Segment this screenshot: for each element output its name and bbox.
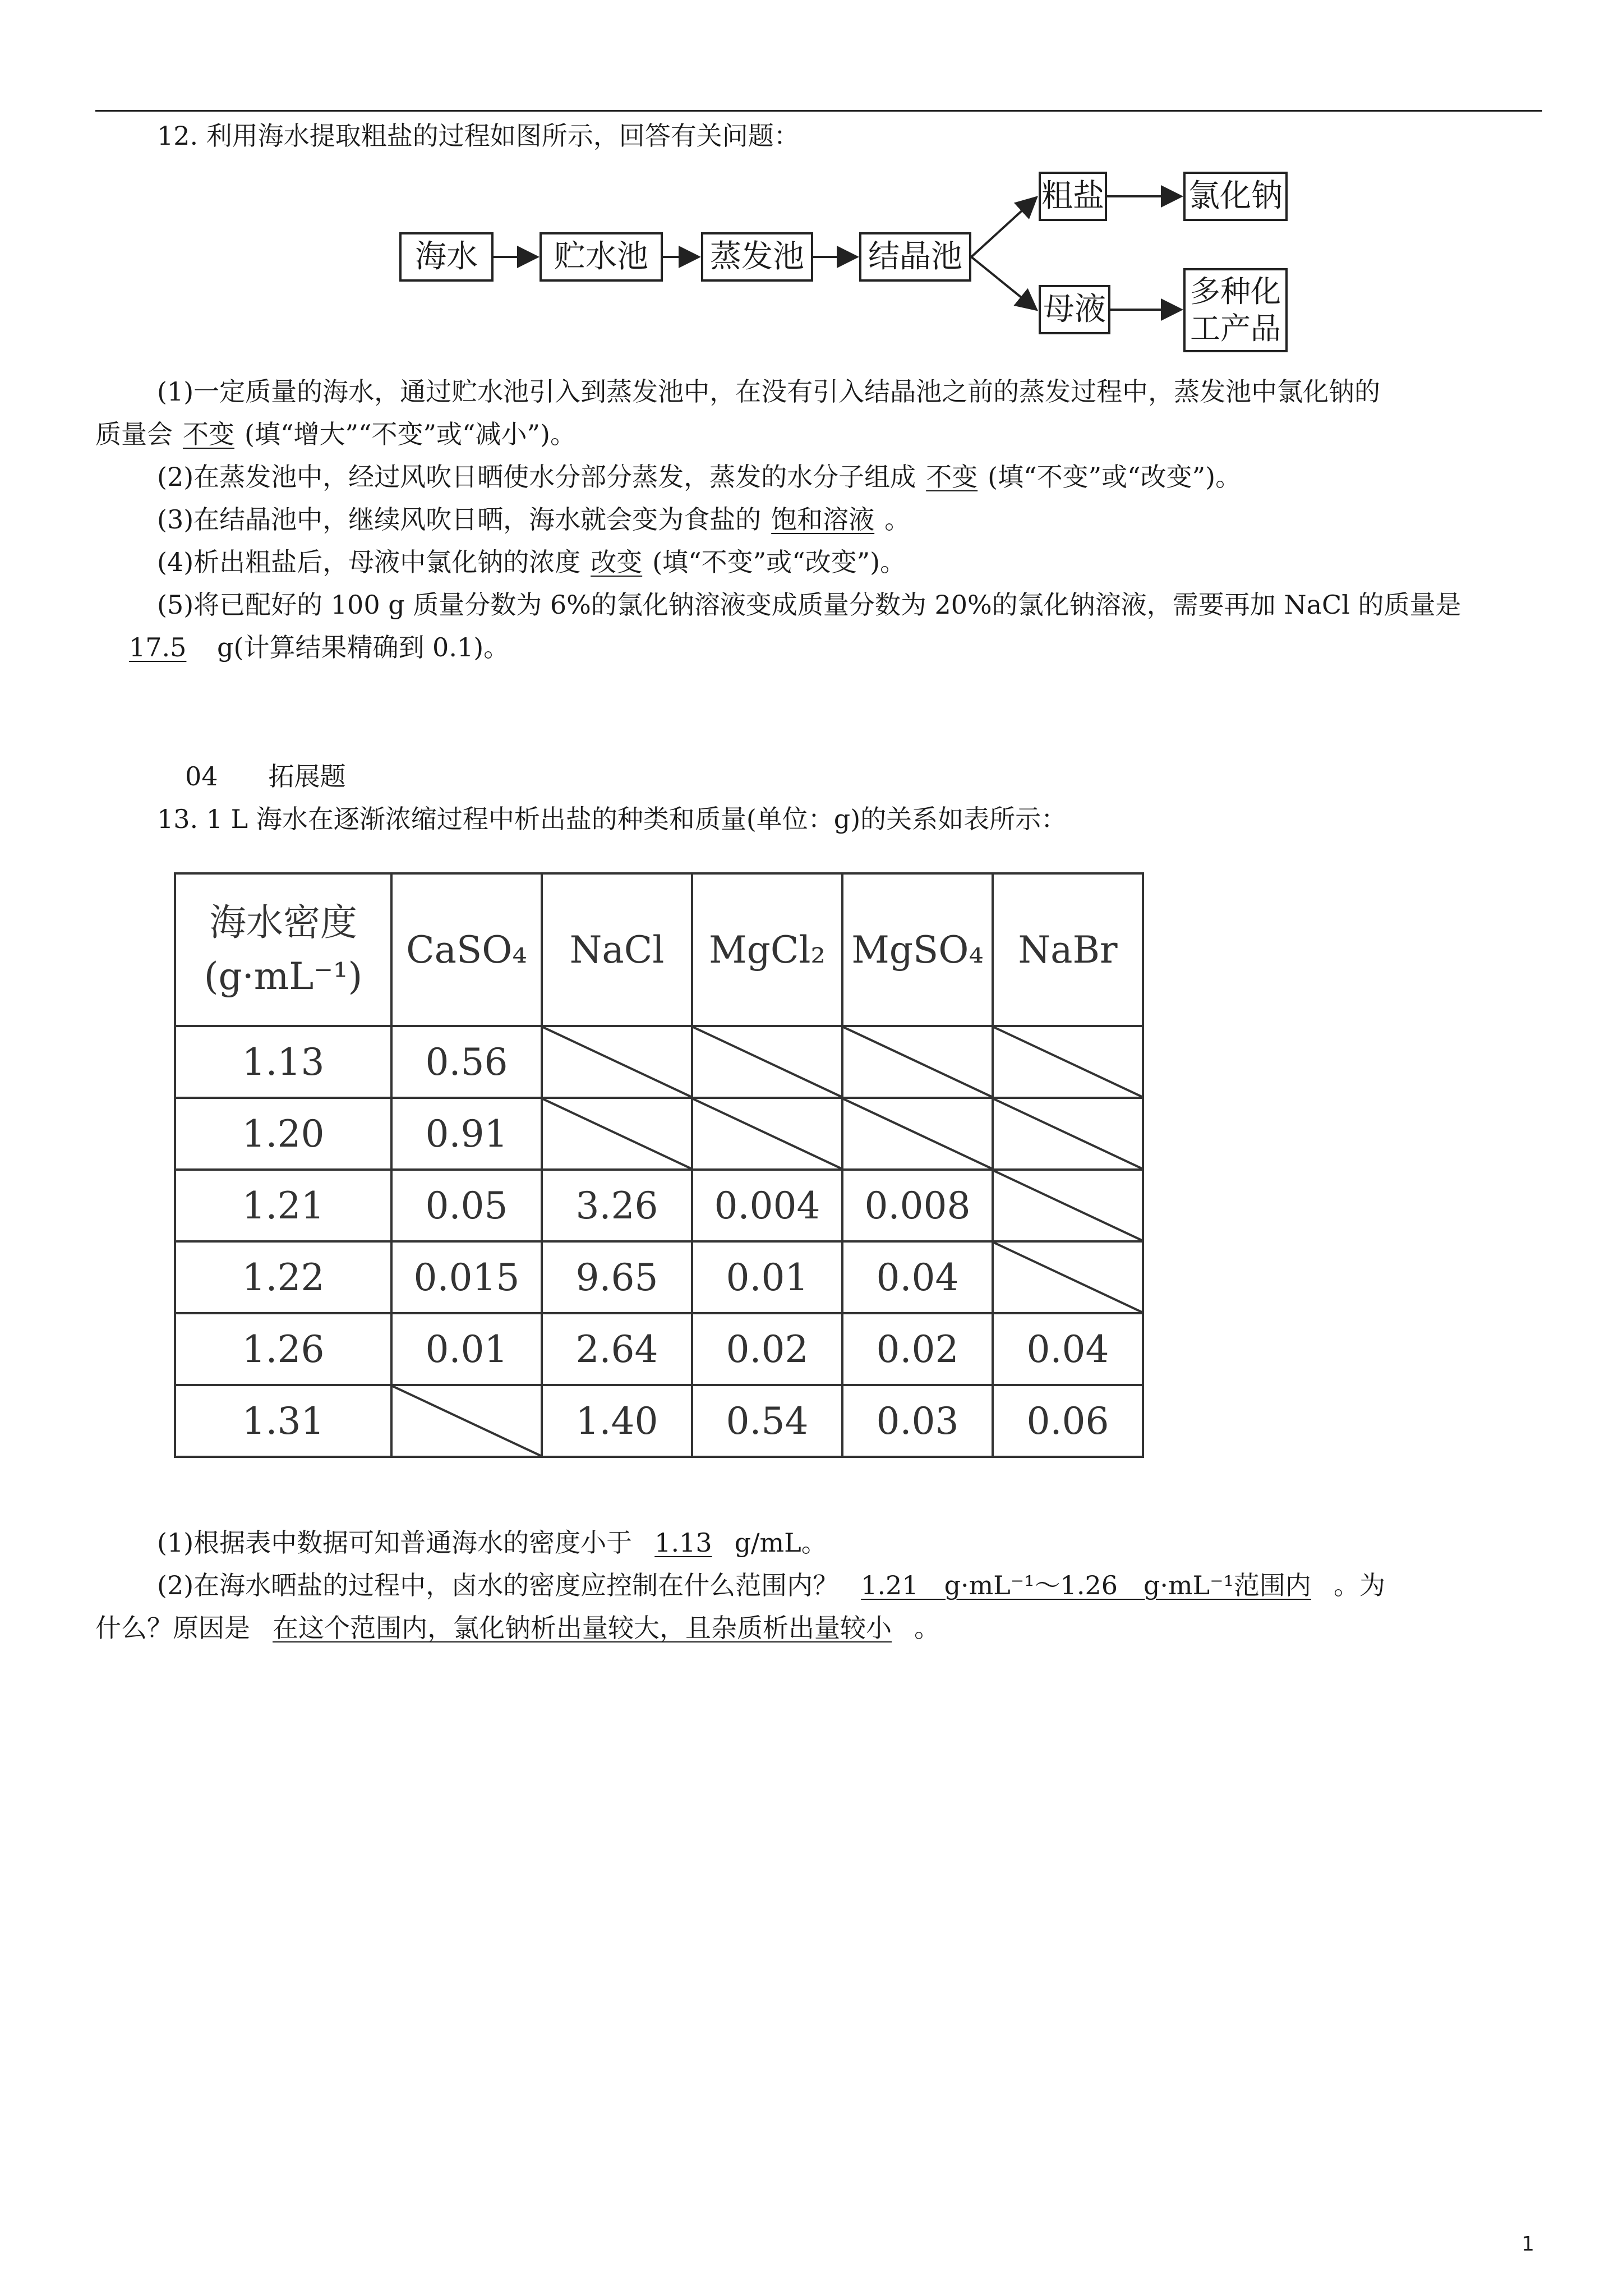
flow-arrows <box>0 0 1623 393</box>
q12-p4-answer: 改变 <box>591 547 643 577</box>
value-cell: 9.65 <box>542 1241 692 1313</box>
empty-cell-diagonal <box>993 1098 1143 1170</box>
arrow-4 <box>971 197 1036 257</box>
empty-cell-diagonal <box>692 1098 842 1170</box>
flow-seawater: 海水 <box>399 232 494 282</box>
flow-storage-pool: 贮水池 <box>540 232 663 282</box>
arrow-5 <box>971 257 1036 310</box>
flow-chemical-products: 多种化 工产品 <box>1183 268 1288 352</box>
flow-evaporation-pool: 蒸发池 <box>701 232 813 282</box>
q12-p1-line1: (1)一定质量的海水，通过贮水池引入到蒸发池中，在没有引入结晶池之前的蒸发过程中，蒸发池中氯化钠的 <box>157 376 1381 407</box>
density-cell: 1.26 <box>175 1313 391 1385</box>
table-header-row <box>175 873 1143 1026</box>
q12-p3-answer: 饱和溶液 <box>771 504 875 535</box>
value-cell: 0.91 <box>391 1098 542 1170</box>
density-cell: 1.13 <box>175 1026 391 1098</box>
flow-mother-liquor: 母液 <box>1039 285 1110 334</box>
flow-sodium-chloride: 氯化钠 <box>1183 172 1288 221</box>
density-cell: 1.31 <box>175 1385 391 1457</box>
flow-crystallization-pool: 结晶池 <box>859 232 971 282</box>
value-cell: 0.56 <box>391 1026 542 1098</box>
empty-cell-diagonal <box>842 1026 993 1098</box>
q12-p3: (3)在结晶池中，继续风吹日晒，海水就会变为食盐的 饱和溶液 。 <box>157 504 911 535</box>
q13-a2-answer: 1.21 g·mL⁻¹～1.26 g·mL⁻¹范围内 <box>861 1570 1311 1600</box>
header-col: NaBr <box>993 873 1143 1026</box>
flow-crude-salt: 粗盐 <box>1039 172 1107 221</box>
q12-p4: (4)析出粗盐后，母液中氯化钠的浓度 改变 (填“不变”或“改变”)。 <box>157 547 906 577</box>
q12-p1-answer: 不变 <box>183 419 234 449</box>
empty-cell-diagonal <box>692 1026 842 1098</box>
empty-cell-diagonal <box>542 1098 692 1170</box>
header-col: MgSO₄ <box>842 873 993 1026</box>
empty-cell-diagonal <box>993 1170 1143 1241</box>
empty-cell-diagonal <box>542 1026 692 1098</box>
q13-a1: (1)根据表中数据可知普通海水的密度小于 1.13 g/mL。 <box>157 1527 827 1558</box>
q13-a3-answer: 在这个范围内，氯化钠析出量较大，且杂质析出量较小 <box>273 1613 892 1643</box>
empty-cell-diagonal <box>842 1098 993 1170</box>
q13-a2: (2)在海水晒盐的过程中，卤水的密度应控制在什么范围内？ 1.21 g·mL⁻¹～1.26 g·mL⁻¹范围内 。为 <box>157 1570 1385 1600</box>
value-cell: 0.05 <box>391 1170 542 1241</box>
empty-cell-diagonal <box>391 1385 542 1457</box>
header-density: 海水密度 (g·mL⁻¹) <box>175 873 391 1026</box>
table-row <box>175 1385 1143 1457</box>
table-row <box>175 1241 1143 1313</box>
value-cell: 0.008 <box>842 1170 993 1241</box>
q13-a3: 什么？原因是 在这个范围内，氯化钠析出量较大，且杂质析出量较小 。 <box>95 1613 940 1643</box>
q12-p2-answer: 不变 <box>926 462 978 492</box>
empty-cell-diagonal <box>993 1026 1143 1098</box>
section-title: 拓展题 <box>268 761 346 792</box>
q13-stem: 13. 1 L 海水在逐渐浓缩过程中析出盐的种类和质量(单位：g)的关系如表所示： <box>157 804 1067 834</box>
q12-p5-line1: (5)将已配好的 100 g 质量分数为 6%的氯化钠溶液变成质量分数为 20%的氯化钠溶液，需要再加 NaCl 的质量是 <box>157 590 1461 620</box>
density-cell: 1.20 <box>175 1098 391 1170</box>
header-col: CaSO₄ <box>391 873 542 1026</box>
header-col: MgCl₂ <box>692 873 842 1026</box>
density-cell: 1.22 <box>175 1241 391 1313</box>
value-cell: 0.06 <box>993 1385 1143 1457</box>
q12-p2: (2)在蒸发池中，经过风吹日晒使水分部分蒸发，蒸发的水分子组成 不变 (填“不变”或“改变”)。 <box>157 462 1242 492</box>
value-cell: 3.26 <box>542 1170 692 1241</box>
table-row <box>175 1170 1143 1241</box>
value-cell: 0.01 <box>692 1241 842 1313</box>
value-cell: 0.04 <box>993 1313 1143 1385</box>
density-cell: 1.21 <box>175 1170 391 1241</box>
value-cell: 0.01 <box>391 1313 542 1385</box>
value-cell: 0.54 <box>692 1385 842 1457</box>
value-cell: 0.015 <box>391 1241 542 1313</box>
section-number: 04 <box>185 761 218 792</box>
section-header <box>95 760 1542 793</box>
page-number: 1 <box>1521 2233 1534 2256</box>
empty-cell-diagonal <box>993 1241 1143 1313</box>
value-cell: 0.04 <box>842 1241 993 1313</box>
table-row <box>175 1026 1143 1098</box>
q12-p1-line2: 质量会 不变 (填“增大”“不变”或“减小”)。 <box>95 419 576 449</box>
salt-precipitation-table <box>174 872 1144 1458</box>
value-cell: 0.004 <box>692 1170 842 1241</box>
q12-p5-line2: 17.5 g(计算结果精确到 0.1)。 <box>95 631 1542 664</box>
table-row <box>175 1098 1143 1170</box>
q13-a1-answer: 1.13 <box>654 1527 712 1558</box>
value-cell: 2.64 <box>542 1313 692 1385</box>
header-col: NaCl <box>542 873 692 1026</box>
table-row <box>175 1313 1143 1385</box>
value-cell: 0.02 <box>692 1313 842 1385</box>
value-cell: 0.03 <box>842 1385 993 1457</box>
value-cell: 1.40 <box>542 1385 692 1457</box>
q12-p5-answer: 17.5 <box>129 632 187 662</box>
value-cell: 0.02 <box>842 1313 993 1385</box>
q12-stem: 12. 利用海水提取粗盐的过程如图所示，回答有关问题： <box>157 121 800 151</box>
